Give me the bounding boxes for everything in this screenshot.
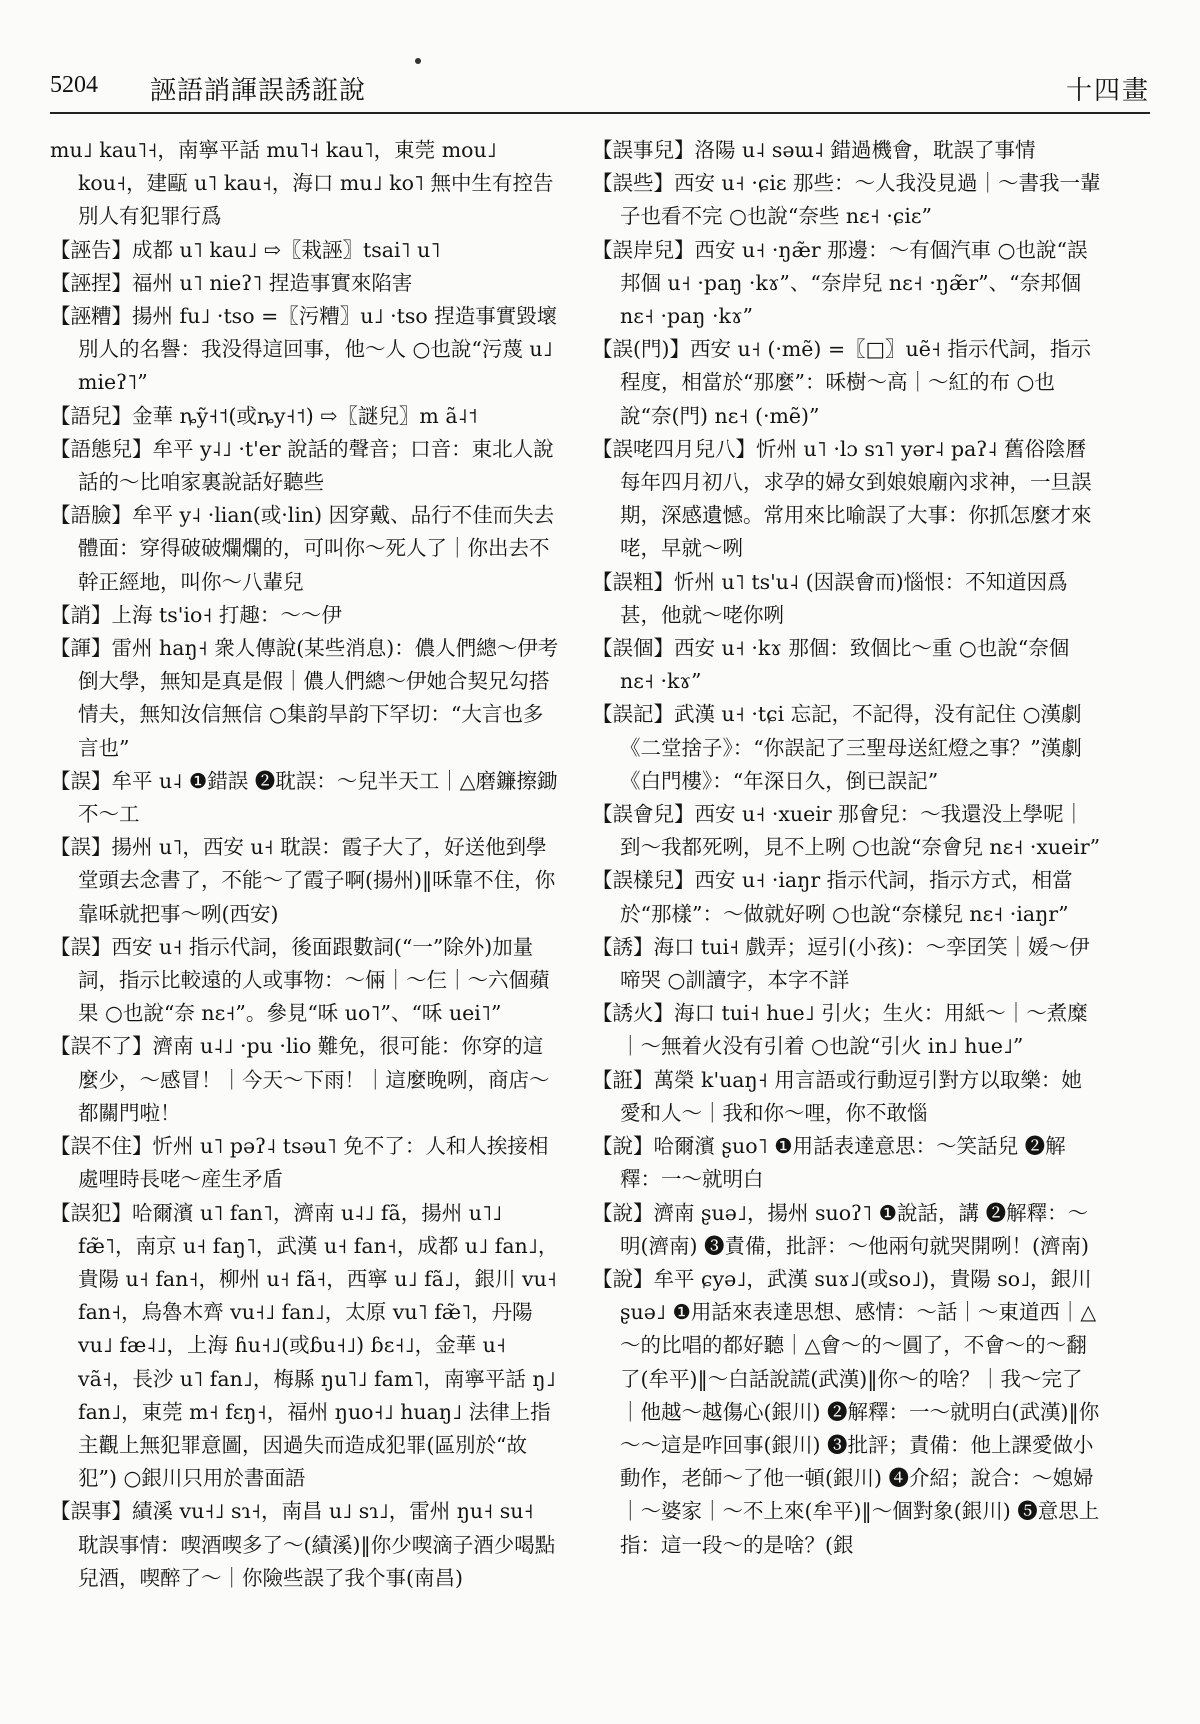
dictionary-entry: 【誤事兒】洛陽 u˨ səɯ˨ 錯過機會，耽誤了事情 [592, 138, 1036, 162]
dictionary-entry: 【誤】西安 u˧ 指示代詞，後面跟數詞(“一”除外)加量詞，指示比較遠的人或事物：～倆｜～仨｜～六個蘋果 ○也說“奈 nɛ˧”。參見“咊 uo˥”、“咊 uei˥” [50, 934, 550, 1026]
dictionary-entry: 【誤】牟平 u˨ ❶錯誤 ❷耽誤：～兒半天工｜△磨鐮擦鋤不～工 [50, 768, 558, 827]
dictionary-entry: 【誤個】西安 u˧ ·kɤ 那個：致個比～重 ○也說“奈個 nɛ˧ ·kɤ” [592, 636, 1070, 694]
dictionary-entry: 【誣糟】揚州 fu˩ ·tso =〖污糟〗u˩ ·tso 捏造事實毀壞別人的名譽：我没得這回事，他～人 ○也說“污蔑 u˩ mieʔ˥” [50, 304, 558, 395]
dictionary-entry: 【誚】上海 ts'io˧ 打趣：～～伊 [50, 602, 342, 627]
dictionary-entry: 【誣捏】福州 u˥ nieʔ˥ 捏造事實來陷害 [50, 270, 413, 295]
dictionary-entry: 【誤粗】忻州 u˥ ts'u˨ (因誤會而)惱恨：不知道因爲甚，他就～咾你咧 [592, 569, 1068, 627]
dictionary-entry: 【誤會兒】西安 u˧ ·xueir 那會兒：～我還没上學呢｜到～我都死咧，見不上咧 ○也說“奈會兒 nɛ˧ ·xueir” [592, 802, 1101, 860]
dictionary-entry: 【誤記】武漢 u˧ ·tɕi 忘記，不記得，没有記住 ○漢劇《二堂捨子》：“你誤記了三聖母送紅燈之事？”漢劇《白門樓》：“年深日久，倒已誤記” [592, 702, 1082, 793]
dictionary-entry: 【誤(門)】西安 u˧ (·mẽ) =〖□〗uẽ˧ 指示代詞，指示程度，相當於“那麼”：咊樹～高｜～紅的布 ○也說“奈(門) nɛ˧ (·mẽ)” [592, 337, 1091, 428]
dictionary-entry: 【語兒】金華 ȵỹ˧˦(或ȵy˧˦) ⇨〖謎兒〗m ã˨˦ [50, 403, 478, 428]
dictionary-entry: 【誤】揚州 u˥，西安 u˧ 耽誤：霞子大了，好送他到學堂頭去念書了，不能～了霞子啊(揚州)‖咊靠不住，你靠咊就把事～咧(西安) [50, 835, 556, 926]
dictionary-entry: 【誤不住】忻州 u˥ pəʔ˨ tsəu˥ 免不了：人和人挨接相處哩時長咾～産生矛盾 [50, 1134, 549, 1192]
dictionary-entry: 【誤樣兒】西安 u˧ ·iaŋr 指示代詞，指示方式，相當於“那樣”：～做就好咧 ○也說“奈樣兒 nɛ˧ ·iaŋr” [592, 868, 1073, 926]
running-headwords: 誣語誚諢誤誘誑說 [150, 76, 367, 106]
left-column [50, 134, 560, 1694]
dictionary-entry: 【說】濟南 ʂuə˩，揚州 suoʔ˥ ❶說話，講 ❷解釋：～明(濟南) ❸責備，批評：～他兩句就哭開咧！(濟南) [592, 1200, 1090, 1258]
dictionary-entry: 【說】哈爾濱 ʂuo˥ ❶用話表達意思：～笑話兒 ❷解釋：一～就明白 [592, 1134, 1066, 1192]
page-header [50, 68, 1150, 114]
dictionary-entry: 【語態兒】牟平 y˨˩ ·t'er 說話的聲音；口音：東北人說話的～比咱家裏說話好聽些 [50, 436, 554, 495]
dictionary-entry: 【誘】海口 tui˧ 戲弄；逗引(小孩)：～孪囝笑｜媛～伊啼哭 ○訓讀字，本字不詳 [592, 934, 1090, 993]
right-column [592, 134, 1102, 1694]
dictionary-entry: 【說】牟平 ɕyə˩，武漢 suɤ˩(或so˩)，貴陽 so˩，銀川 ʂuə˩ ❶用話來表達思想、感情：～話｜～東道西｜△～的比唱的都好聽｜△會～的～圓了，不會～的～翻了(牟平)‖～白話說謊(武漢)‖你～的啥？｜我～完了｜他越～越傷心(銀川) ❷解釋：一～就明白(武漢)‖你～～這是咋回事(銀川) ❸批評；責備：他上課愛做小動作，老師～了他一頓(銀川) ❹介紹；說合：～媳婦｜～婆家｜～不上來(牟平)‖～個對象(銀川) ❺意思上指：這一段～的是啥？(銀 [592, 1266, 1100, 1557]
stroke-section: 十四畫 [1065, 76, 1150, 106]
dictionary-entry: 【誤不了】濟南 u˨˩ ·pu ·lio 難免，很可能：你穿的這麼少，～感冒！｜今天～下雨！｜這麼晚咧，商店～都關門啦！ [50, 1034, 550, 1125]
dictionary-entry: 【誤咾四月兒八】忻州 u˥ ·lɔ sɿ˥ yər˨ paʔ˨ 舊俗陰曆每年四月初八，求孕的婦女到娘娘廟內求神，一旦誤期，深感遺憾。常用來比喻誤了大事：你抓怎麼才來咾，早就～咧 [592, 436, 1092, 561]
dictionary-entry: 【誤岸兒】西安 u˧ ·ŋæ̃r 那邊：～有個汽車 ○也說“誤邦個 u˧ ·paŋ ·kɤ”、“奈岸兒 nɛ˧ ·ŋæ̃r”、“奈邦個 nɛ˧ ·paŋ ·kɤ” [592, 237, 1088, 329]
dictionary-entry: 【誤犯】哈爾濱 u˥ fan˥，濟南 u˨˩ fã，揚州 u˥˩ fæ̃˥，南京 u˧ faŋ˥，武漢 u˧ fan˧，成都 u˩ fan˩，貴陽 u˧ fan˧，柳州 u˧ fã˧，西寧 u˩ fã˩，銀川 vu˧ fan˧，烏魯木齊 vu˧˩ fan˩，太原 vu˥ fæ̃˥，丹陽 vu˩ fæ˨˩，上海 ɦu˧˩(或ɓu˧˩) ɓɛ˧˩，金華 u˧ vã˧，長沙 u˥ fan˩，梅縣 ŋu˥˩ fam˥，南寧平話 ŋ˩ fan˩，東莞 m˧ fɛŋ˧，福州 ŋuo˧˩ huaŋ˩ 法律上指主觀上無犯罪意圖，因過失而造成犯罪(區別於“故犯”) ○銀川只用於書面語 [50, 1200, 559, 1491]
dictionary-entry: 【語臉】牟平 y˨ ·lian(或·lin) 因穿戴、品行不佳而失去體面：穿得破破爛爛的，可叫你～死人了｜你出去不幹正經地，叫你～八輩兒 [50, 503, 555, 594]
dictionary-entry: 【諢】雷州 haŋ˧ 衆人傳說(某些消息)：儂人們總～伊考倒大學，無知是真是假｜儂人們總～伊她合契兄勾搭情夫，無知汝信無信 ○集韵旱韵下罕切：“大言也多言也” [50, 636, 559, 760]
dictionary-entry: 【誤事】績溪 vu˧˩ sɿ˧，南昌 u˩ sɿ˩，雷州 ŋu˧ su˧ 耽誤事情：喫酒喫多了～(績溪)‖你少喫滴子酒少喝點兒酒，喫醉了～｜你險些誤了我个事(南昌) [50, 1499, 556, 1590]
dictionary-entry: 【誤些】西安 u˧ ·ɕiɛ 那些：～人我没見過｜～書我一輩子也看不完 ○也說“奈些 nɛ˧ ·ɕiɛ” [592, 171, 1101, 229]
dictionary-entry: 【誑】萬榮 k'uaŋ˧ 用言語或行動逗引對方以取樂：她愛和人～｜我和你～哩，你不敢惱 [592, 1067, 1082, 1125]
page-number: 5204 [50, 72, 98, 98]
dictionary-entry: 【誣告】成都 u˥ kau˩ ⇨〖栽誣〗tsai˥ u˥ [50, 237, 441, 262]
dictionary-entry: mu˩ kau˥˧，南寧平話 mu˥˧ kau˥，東莞 mou˩ kou˧，建甌 u˥ kau˧，海口 mu˩ ko˥ 無中生有控告別人有犯罪行爲 [50, 138, 554, 229]
ink-dot-mark [415, 58, 421, 64]
dictionary-entry: 【誘火】海口 tui˧ hue˩ 引火；生火：用紙～｜～煮糜｜～無着火没有引着 ○也說“引火 in˩ hue˩” [592, 1001, 1088, 1059]
